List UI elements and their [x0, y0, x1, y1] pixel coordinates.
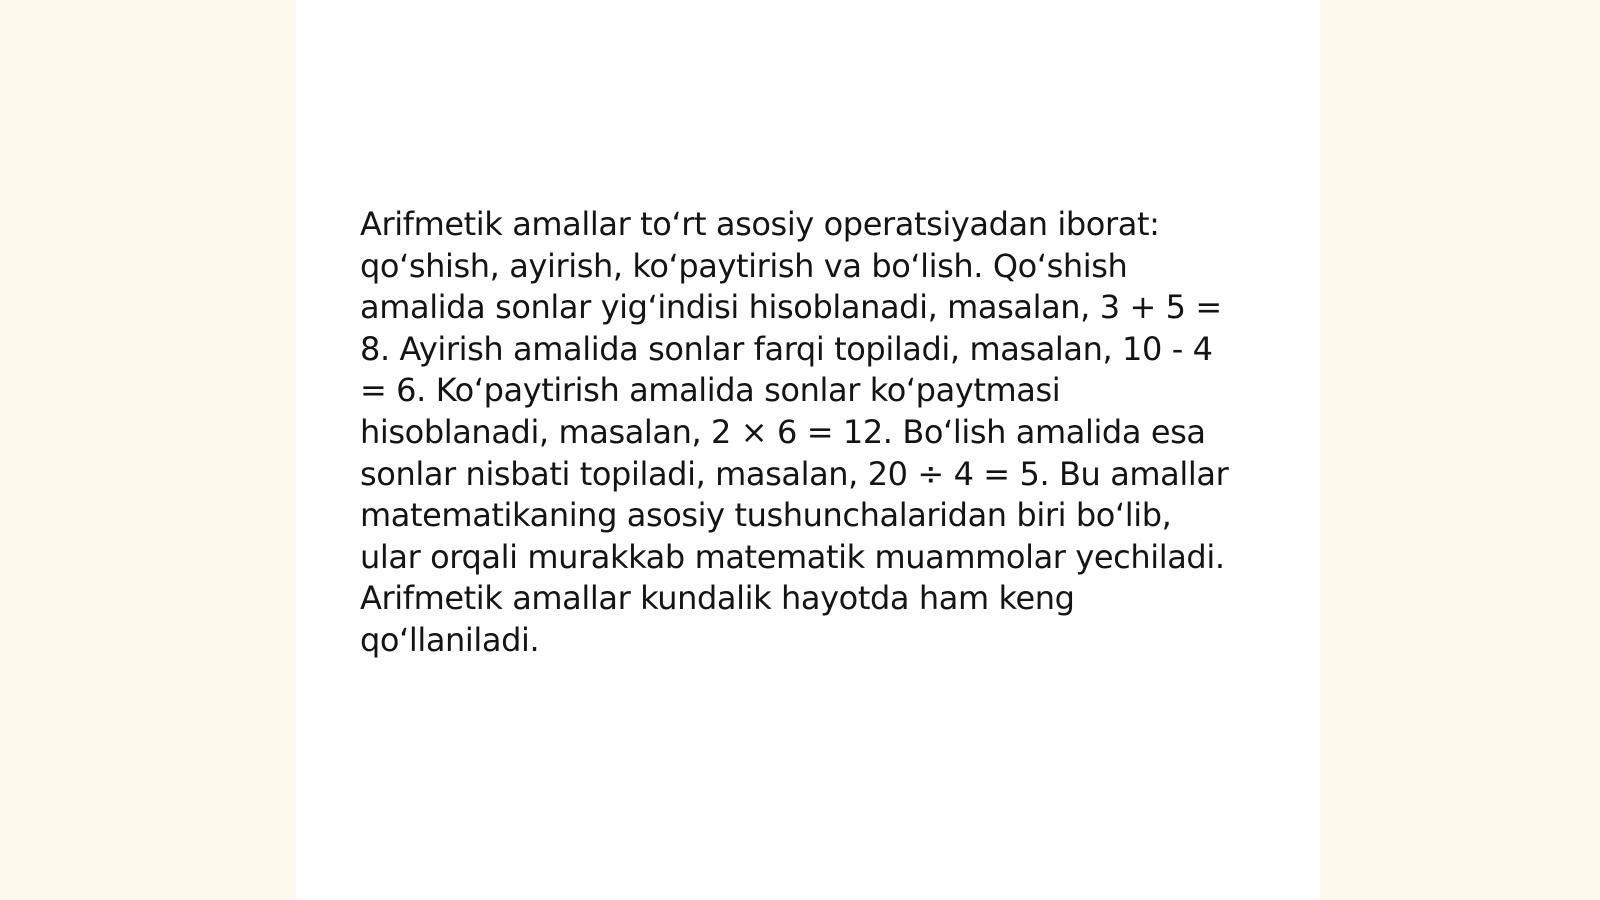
slide-body-text: Arifmetik amallar to‘rt asosiy operatsiyadan iborat: qo‘shish, ayirish, ko‘paytirish va bo‘lish. Qo‘shish amalida sonlar yig‘indisi hisoblanadi, masalan, 3 + 5 = 8. Ayirish amalida sonlar farqi topiladi, masalan, 10 - 4 = 6. Ko‘paytirish amalida sonlar ko‘paytmasi hisoblanadi, masalan, 2 × 6 = 12. Bo‘lish amalida esa sonlar nisbati topiladi, masalan, 20 ÷ 4 = 5. Bu amallar matematikaning asosiy tushunchalaridan biri bo‘lib, ular orqali murakkab matematik muammolar yechiladi. Arifmetik amallar kundalik hayotda ham keng qo‘llaniladi. [360, 205, 1229, 659]
slide-canvas [296, 0, 1320, 900]
